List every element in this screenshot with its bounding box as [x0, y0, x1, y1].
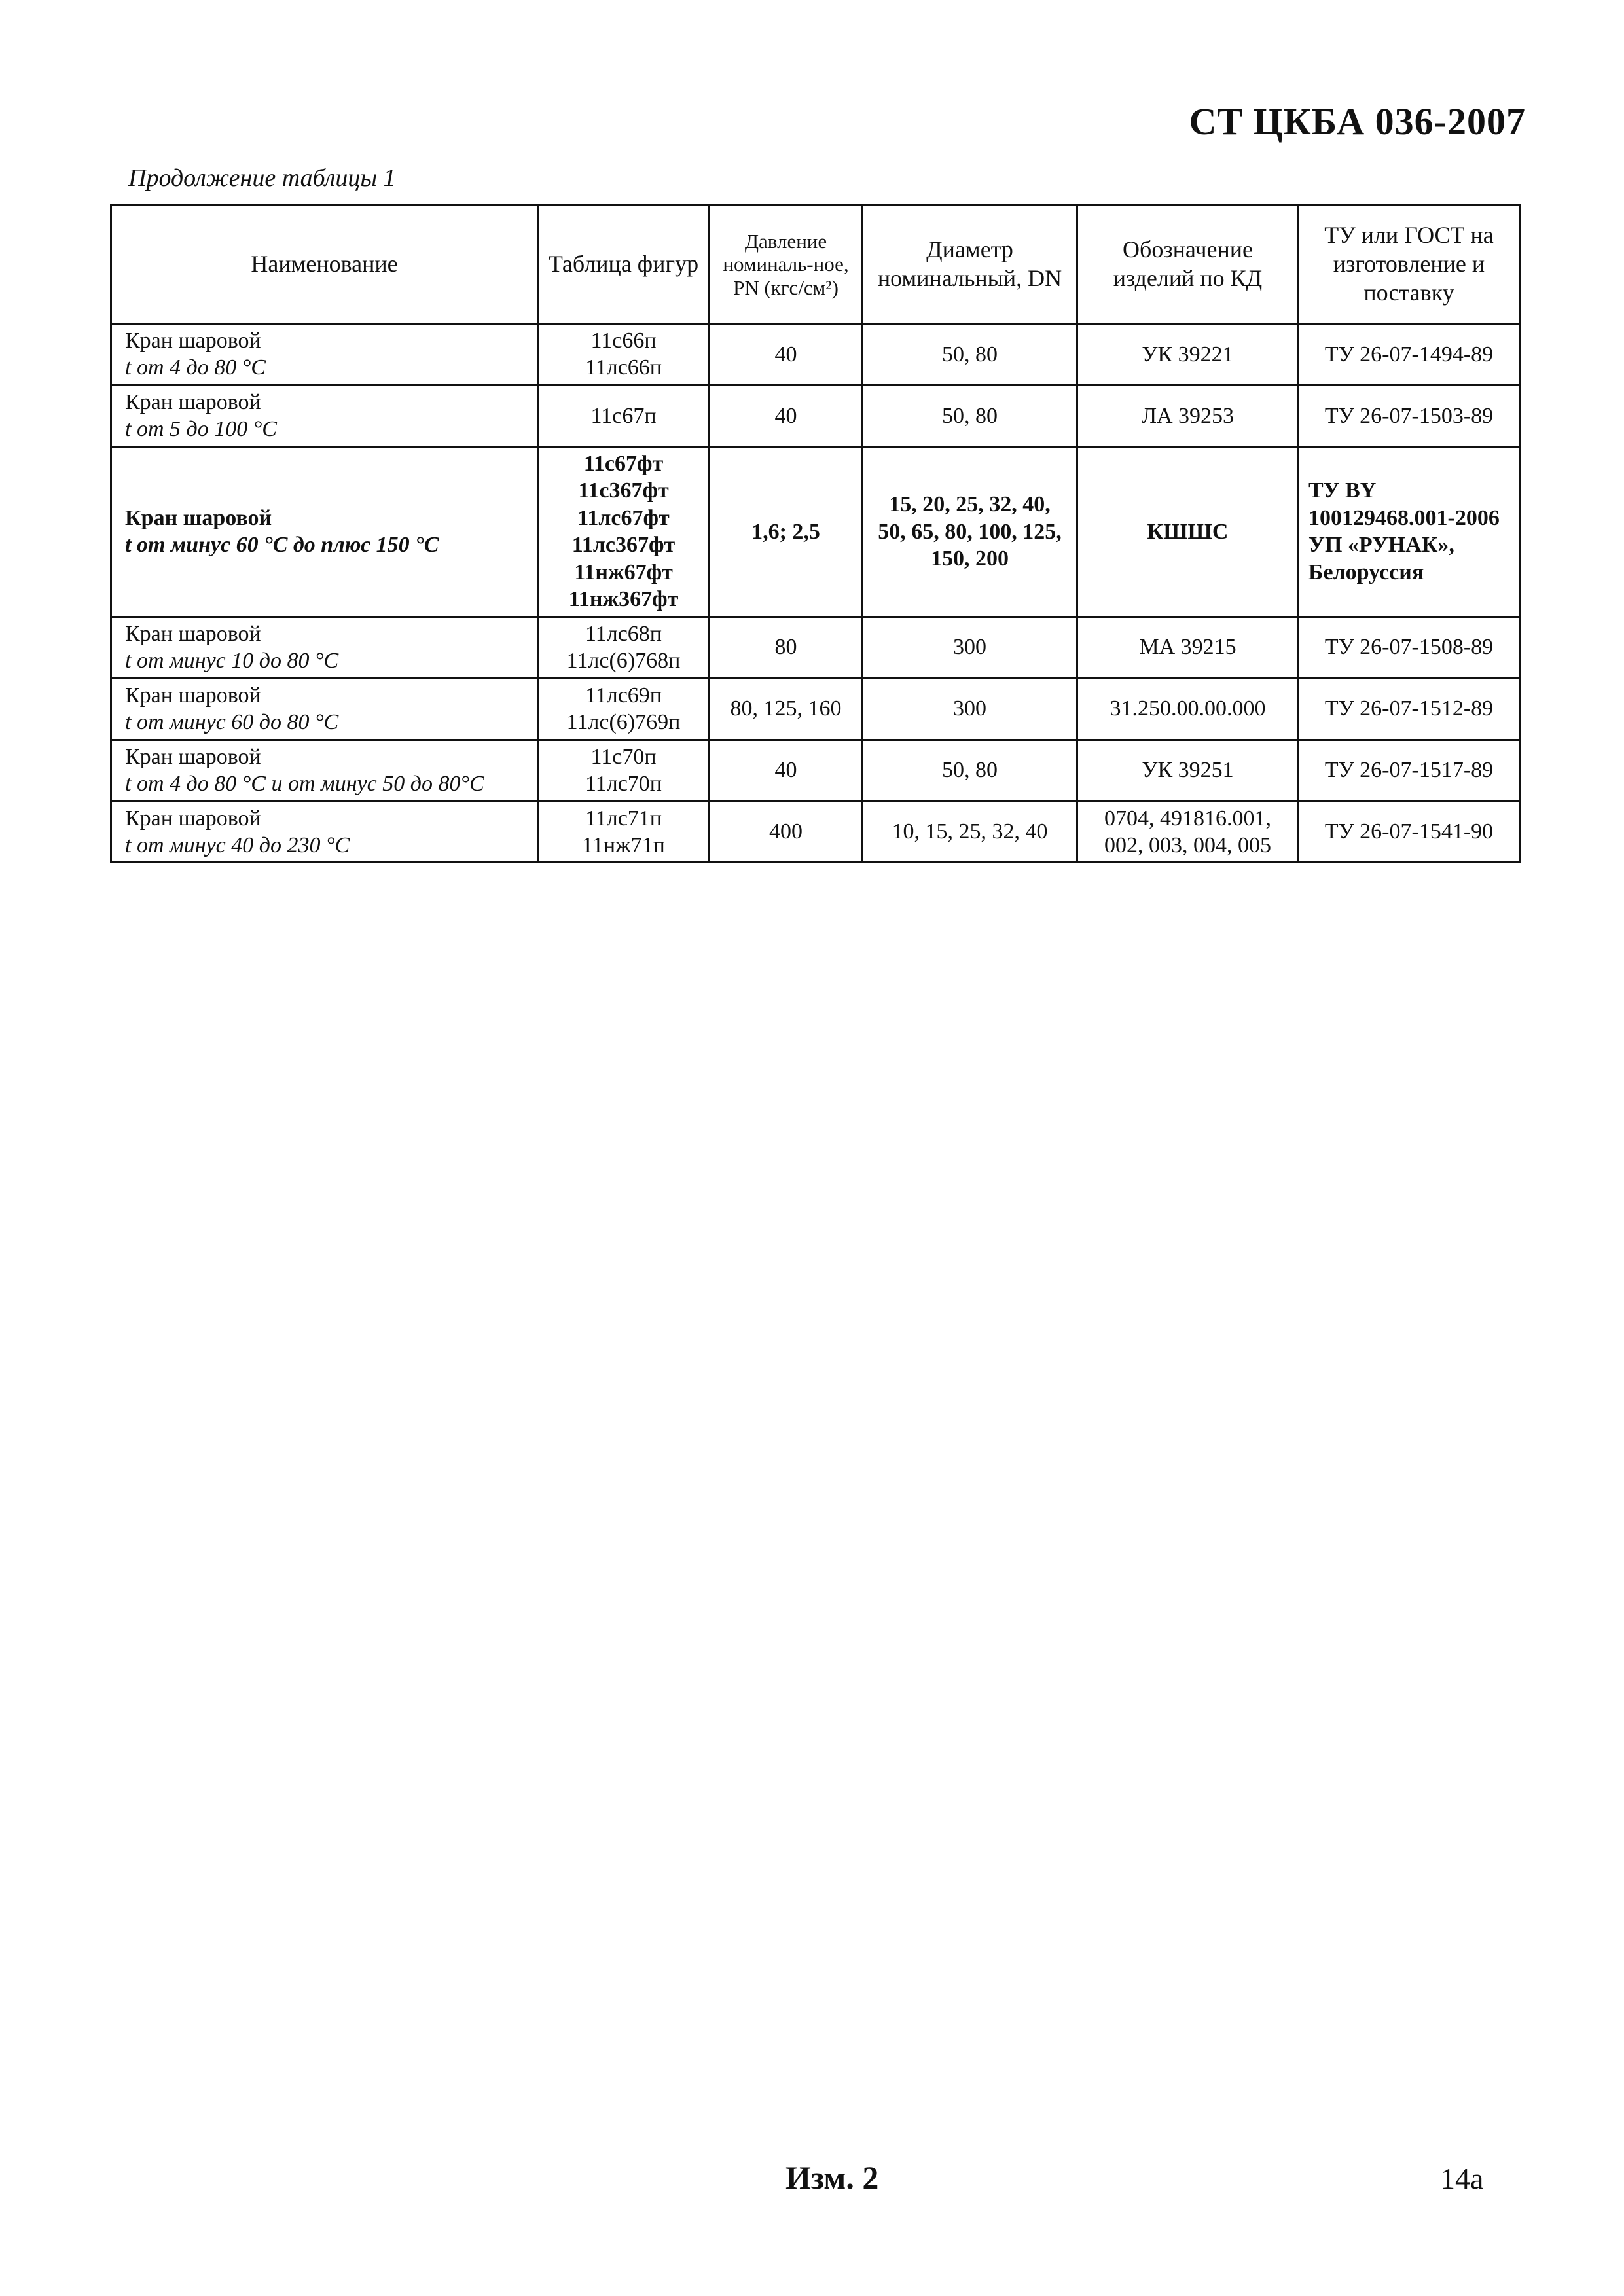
cell-standard: ТУ 26-07-1494-89 [1299, 324, 1520, 386]
cell-designation: УК 39251 [1077, 740, 1299, 801]
valve-name: Кран шаровой [125, 744, 261, 769]
header-standard: ТУ или ГОСТ на изготовление и поставку [1299, 206, 1520, 324]
figure-code: 11с70п [590, 744, 657, 769]
figure-code: 11с66п [590, 329, 657, 353]
temperature-range: t от 4 до 80 °С и от минус 50 до 80°С [125, 772, 484, 797]
cell-name [111, 617, 538, 678]
figure-code: 11лс69п [585, 683, 662, 708]
cell-standard: ТУ 26-07-1508-89 [1299, 617, 1520, 678]
cell-figures [538, 385, 710, 446]
header-pressure: Давление номиналь-ное, PN (кгс/см²) [710, 206, 863, 324]
valve-name: Кран шаровой [125, 683, 261, 708]
cell-name [111, 324, 538, 386]
table-row [111, 617, 1520, 678]
cell-designation: УК 39221 [1077, 324, 1299, 386]
temperature-range: t от 5 до 100 °С [125, 417, 277, 442]
cell-figures [538, 324, 710, 386]
figure-code: 11лс67фт [577, 505, 670, 530]
figure-code: 11лс70п [585, 772, 662, 797]
change-number: Изм. 2 [785, 2159, 879, 2196]
document-code: СТ ЦКБА 036-2007 [1189, 100, 1526, 143]
cell-standard: ТУ 26-07-1503-89 [1299, 385, 1520, 446]
cell-name [111, 801, 538, 863]
figure-code: 11нж367фт [568, 587, 679, 612]
valves-table [110, 204, 1521, 863]
header-diameter: Диаметр номинальный, DN [863, 206, 1077, 324]
cell-designation: 0704, 491816.001, 002, 003, 004, 005 [1077, 801, 1299, 863]
figure-code: 11лс367фт [571, 533, 676, 558]
figure-code: 11с367фт [578, 478, 669, 503]
cell-standard: ТУ 26-07-1512-89 [1299, 678, 1520, 740]
cell-pressure: 40 [710, 324, 863, 386]
cell-diameter: 300 [863, 678, 1077, 740]
cell-figures [538, 446, 710, 617]
cell-diameter: 50, 80 [863, 324, 1077, 386]
valve-name: Кран шаровой [125, 329, 261, 353]
cell-figures [538, 740, 710, 801]
table-row [111, 446, 1520, 617]
cell-diameter: 50, 80 [863, 385, 1077, 446]
temperature-range: t от минус 60 °С до плюс 150 °С [125, 533, 439, 558]
cell-diameter: 50, 80 [863, 740, 1077, 801]
valve-name: Кран шаровой [125, 806, 261, 831]
table-header-row [111, 206, 1520, 324]
header-designation: Обозначение изделий по КД [1077, 206, 1299, 324]
figure-code: 11лс66п [585, 355, 662, 380]
valve-name: Кран шаровой [125, 621, 261, 646]
cell-figures [538, 678, 710, 740]
figure-code: 11лс68п [585, 621, 662, 646]
header-name: Наименование [111, 206, 538, 324]
cell-name [111, 678, 538, 740]
valve-name: Кран шаровой [125, 389, 261, 414]
cell-designation: МА 39215 [1077, 617, 1299, 678]
table-row [111, 801, 1520, 863]
cell-name [111, 740, 538, 801]
valve-name: Кран шаровой [125, 505, 272, 530]
temperature-range: t от минус 60 до 80 °С [125, 710, 339, 735]
cell-diameter: 15, 20, 25, 32, 40, 50, 65, 80, 100, 125, 150, 200 [863, 446, 1077, 617]
cell-standard: ТУ 26-07-1517-89 [1299, 740, 1520, 801]
figure-code: 11лс71п [585, 806, 662, 831]
figure-code: 11лс(6)768п [566, 649, 681, 673]
table-row [111, 385, 1520, 446]
page-number: 14а [1440, 2162, 1484, 2195]
cell-name [111, 385, 538, 446]
figure-code: 11с67п [590, 403, 657, 428]
cell-figures [538, 801, 710, 863]
table-continuation-caption: Продолжение таблицы 1 [128, 164, 396, 192]
cell-designation: ЛА 39253 [1077, 385, 1299, 446]
figure-code: 11нж71п [582, 833, 665, 857]
table-row [111, 678, 1520, 740]
table-row [111, 740, 1520, 801]
cell-pressure: 80 [710, 617, 863, 678]
figure-code: 11лс(6)769п [566, 710, 681, 735]
cell-figures [538, 617, 710, 678]
temperature-range: t от 4 до 80 °С [125, 355, 266, 380]
cell-pressure: 80, 125, 160 [710, 678, 863, 740]
cell-name [111, 446, 538, 617]
cell-designation: КШШС [1077, 446, 1299, 617]
cell-standard: ТУ 26-07-1541-90 [1299, 801, 1520, 863]
header-figures: Таблица фигур [538, 206, 710, 324]
cell-diameter: 300 [863, 617, 1077, 678]
figure-code: 11с67фт [583, 451, 664, 476]
table-row [111, 324, 1520, 386]
cell-standard: ТУ BY 100129468.001-2006 УП «РУНАК», Белоруссия [1299, 446, 1520, 617]
cell-pressure: 400 [710, 801, 863, 863]
figure-code: 11нж67фт [574, 560, 673, 584]
cell-pressure: 1,6; 2,5 [710, 446, 863, 617]
temperature-range: t от минус 10 до 80 °С [125, 649, 339, 673]
cell-pressure: 40 [710, 740, 863, 801]
temperature-range: t от минус 40 до 230 °С [125, 833, 350, 857]
cell-designation: 31.250.00.00.000 [1077, 678, 1299, 740]
cell-diameter: 10, 15, 25, 32, 40 [863, 801, 1077, 863]
cell-pressure: 40 [710, 385, 863, 446]
